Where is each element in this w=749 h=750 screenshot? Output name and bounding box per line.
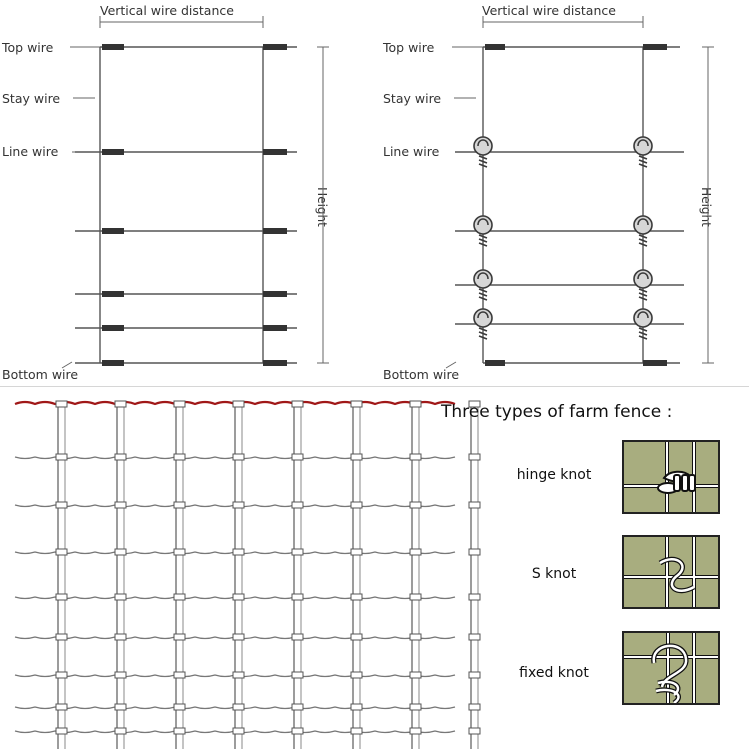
mesh-knot bbox=[351, 704, 362, 710]
mesh-knot bbox=[469, 728, 480, 734]
hinge-knot-image bbox=[622, 440, 720, 514]
mesh-knot bbox=[115, 401, 126, 407]
stay-wire-label: Stay wire bbox=[2, 91, 61, 106]
mesh-knot bbox=[469, 704, 480, 710]
mesh-knot bbox=[351, 634, 362, 640]
mesh-knot bbox=[115, 634, 126, 640]
mesh-knot bbox=[56, 401, 67, 407]
fence-mesh-drawing bbox=[15, 397, 445, 749]
height-label: Height bbox=[314, 187, 329, 227]
mesh-knot bbox=[351, 594, 362, 600]
mesh-knot bbox=[233, 454, 244, 460]
mesh-knot bbox=[469, 672, 480, 678]
s-knot-image bbox=[622, 535, 720, 609]
mesh-knot bbox=[410, 634, 421, 640]
fixed-knot-label: fixed knot bbox=[519, 665, 589, 681]
mesh-knot bbox=[469, 454, 480, 460]
mesh-knot bbox=[233, 549, 244, 555]
bottom-wire-label: Bottom wire bbox=[383, 367, 460, 382]
mesh-knot bbox=[233, 401, 244, 407]
mesh-knot bbox=[56, 728, 67, 734]
mesh-knot bbox=[174, 594, 185, 600]
mesh-knot bbox=[292, 634, 303, 640]
mesh-knot bbox=[410, 704, 421, 710]
mesh-knot bbox=[233, 634, 244, 640]
mesh-knot bbox=[56, 704, 67, 710]
mesh-knot bbox=[174, 634, 185, 640]
mesh-knot bbox=[410, 401, 421, 407]
mesh-knot bbox=[469, 549, 480, 555]
mesh-knot bbox=[56, 634, 67, 640]
mesh-knot bbox=[292, 549, 303, 555]
mesh-knot bbox=[351, 549, 362, 555]
line-wire-label: Line wire bbox=[2, 144, 59, 159]
mesh-knot bbox=[292, 704, 303, 710]
mesh-knot bbox=[233, 502, 244, 508]
section-divider bbox=[0, 386, 749, 387]
height-label: Height bbox=[698, 187, 713, 227]
mesh-knot bbox=[115, 728, 126, 734]
mesh-knot bbox=[292, 728, 303, 734]
mesh-knot bbox=[115, 704, 126, 710]
mesh-knot bbox=[410, 502, 421, 508]
mesh-knot bbox=[174, 502, 185, 508]
fixed-knot-image bbox=[622, 631, 720, 705]
mesh-knot bbox=[469, 502, 480, 508]
mesh-knot bbox=[115, 549, 126, 555]
mesh-knot bbox=[410, 672, 421, 678]
mesh-knot bbox=[292, 454, 303, 460]
types-title: Three types of farm fence : bbox=[441, 402, 673, 422]
top-wire-label: Top wire bbox=[2, 40, 54, 55]
mesh-knot bbox=[351, 672, 362, 678]
hinge-knot-label: hinge knot bbox=[516, 467, 592, 483]
mesh-knot bbox=[174, 728, 185, 734]
mesh-knot bbox=[292, 594, 303, 600]
mesh-knot bbox=[351, 454, 362, 460]
mesh-knot bbox=[115, 502, 126, 508]
mesh-knot bbox=[292, 672, 303, 678]
mesh-knot bbox=[174, 454, 185, 460]
mesh-knot bbox=[469, 594, 480, 600]
mesh-knot bbox=[56, 672, 67, 678]
vertical-wire-distance-label: Vertical wire distance bbox=[100, 3, 234, 18]
mesh-knot bbox=[174, 401, 185, 407]
mesh-knot bbox=[351, 401, 362, 407]
mesh-knot bbox=[469, 634, 480, 640]
mesh-knot bbox=[56, 549, 67, 555]
mesh-knot bbox=[56, 502, 67, 508]
mesh-knot bbox=[56, 594, 67, 600]
mesh-knot bbox=[410, 594, 421, 600]
mesh-knot bbox=[233, 594, 244, 600]
vertical-wire-distance-label: Vertical wire distance bbox=[482, 3, 616, 18]
mesh-knot bbox=[115, 672, 126, 678]
mesh-knot bbox=[410, 454, 421, 460]
mesh-knot bbox=[174, 672, 185, 678]
mesh-knot bbox=[292, 401, 303, 407]
mesh-knot bbox=[174, 704, 185, 710]
mesh-knot bbox=[56, 454, 67, 460]
s-knot-label: S knot bbox=[531, 566, 577, 582]
mesh-knot bbox=[174, 549, 185, 555]
mesh-knot bbox=[115, 454, 126, 460]
top-wire-label: Top wire bbox=[383, 40, 435, 55]
mesh-knot bbox=[115, 594, 126, 600]
mesh-knot bbox=[233, 672, 244, 678]
mesh-knot bbox=[233, 728, 244, 734]
mesh-knot bbox=[233, 704, 244, 710]
line-wire-label: Line wire bbox=[383, 144, 440, 159]
mesh-knot bbox=[410, 549, 421, 555]
mesh-knot bbox=[292, 502, 303, 508]
mesh-knot bbox=[351, 728, 362, 734]
mesh-knot bbox=[410, 728, 421, 734]
stay-wire-label: Stay wire bbox=[383, 91, 442, 106]
bottom-wire-label: Bottom wire bbox=[2, 367, 79, 382]
mesh-knot bbox=[351, 502, 362, 508]
